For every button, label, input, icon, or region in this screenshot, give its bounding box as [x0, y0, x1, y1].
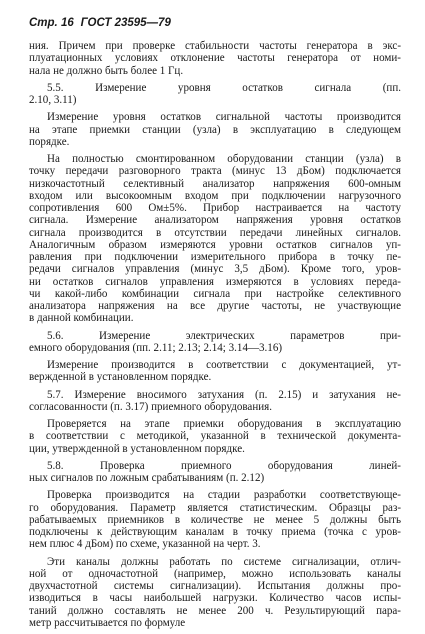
text-line: точку передачи разговорного тракта (минус 13 дБом) подключается — [29, 165, 401, 178]
text-line: низкочастотный селективный анализатор напряжения 600-омным — [29, 177, 401, 190]
paragraph — [29, 40, 401, 77]
document-body — [29, 40, 401, 629]
text-line: На полностью смонтированном оборудовании станции (узла) в — [47, 153, 401, 165]
text-line: Эти каналы должны работать по системе сигнализации, отлич- — [47, 555, 401, 568]
heading-line: 5.5. Измерение уровня остатков сигнала (пп. — [47, 81, 401, 94]
text-line: Измерение производится в соответствии с документацией, ут- — [47, 359, 401, 371]
text-line: анализатора напряжения на все другие частоты, не участвующие — [29, 300, 401, 312]
text-line: 5.7. Измерение вносимого затухания (п. 2.15) и затухания не- — [47, 388, 401, 401]
text-line: порядке. — [29, 135, 70, 148]
text-line: изводиться в часы наибольшей нагрузки. Количество часов испы- — [29, 592, 401, 605]
text-line: Проверяется на этапе приемки оборудования в эксплуатацию — [47, 418, 401, 430]
text-line: сопротивления 600 Ом±5%. Прибор настраивается на частоту — [29, 202, 401, 214]
paragraph — [29, 111, 401, 148]
text-line: в данной комбинации. — [29, 312, 134, 325]
paragraph — [29, 359, 401, 384]
text-line: ции, утвержденной в установленном порядке. — [29, 442, 245, 455]
paragraph — [29, 556, 401, 630]
heading-line: ных сигналов по ложным срабатываниям (п. 2.12) — [29, 472, 265, 484]
text-line: рабатываемых приемников в количестве не менее 5 должны быть — [29, 513, 401, 526]
section-heading-5-8 — [29, 460, 401, 485]
page-header — [29, 14, 401, 32]
text-line: сигнала. Измерение анализатором напряжения уровня остатков — [29, 214, 401, 227]
text-line: нем плюс 4 дБом) по схеме, указанной на черт. 3. — [29, 538, 261, 551]
text-line: на этапе приемки станции (узла) в эксплуатацию в следующем — [29, 123, 401, 136]
paragraph — [29, 418, 401, 455]
text-line: нала не должно быть более 1 Гц. — [29, 64, 184, 77]
text-line: равления при подключении измерительного прибора в точку пе- — [29, 251, 401, 263]
section-5-7 — [29, 389, 401, 414]
text-line: редачи сигналов управления (минус 3,5 дБом). Кроме того, уров- — [29, 263, 401, 276]
text-line: подключены к действующим каналам в точку приема (точка с уров- — [29, 526, 401, 538]
text-line: ной от одночастотной (например, можно использовать каналы — [29, 567, 401, 580]
paragraph — [29, 489, 401, 550]
text-line: Измерение уровня остатков сигнальной частоты производится — [47, 111, 401, 124]
text-line: вержденной в установленном порядке. — [29, 371, 212, 384]
heading-line: 5.6. Измерение электрических параметров при- — [47, 329, 401, 342]
text-line: двухчастотной системы сигнализации). Испытания должны про- — [29, 580, 401, 592]
text-line: согласованности (п. 3.17) приемного оборудования. — [29, 400, 272, 413]
heading-line: 2.10, 3.11) — [29, 94, 77, 106]
section-heading-5-5 — [29, 82, 401, 107]
text-line: в соответствии с методикой, указанной в технической документа- — [29, 430, 401, 443]
text-line: метр рассчитывается по формуле — [29, 616, 186, 629]
text-line: таний должно составлять не менее 200 ч. Результирующий пара- — [29, 604, 401, 617]
text-line: сигнала производится в отсутствии передачи линейных сигналов. — [29, 226, 401, 239]
text-line: го оборудования. Параметр является статистическим. Образцы раз- — [29, 501, 401, 514]
text-line: ния. Причем при проверке стабильности частоты генератора в экс- — [29, 40, 401, 52]
document-page — [29, 14, 401, 629]
heading-line: 5.8. Проверка приемного оборудования линей- — [47, 459, 401, 472]
text-line: плуатационных условиях отклонение частоты генератора от номи- — [29, 52, 401, 65]
text-line: чи какой-либо комбинации сигнала при настройке селективного — [29, 287, 401, 300]
text-line: ни остатков сигналов управления измеряются в условиях переда- — [29, 275, 401, 288]
text-line: Проверка производится на стадии разработки соответствующе- — [47, 489, 401, 502]
section-heading-5-6 — [29, 330, 401, 355]
heading-line: емного оборудования (пп. 2.11; 2.13; 2.14; 3.14—3.16) — [29, 341, 283, 354]
text-line: Аналогичным образом измеряются уровни остатков сигналов уп- — [29, 238, 401, 251]
text-line: входом или высокоомным входом при подключении нагрузочного — [29, 189, 401, 202]
standard-number: ГОСТ 23595—79 — [80, 17, 171, 29]
page-label: Стр. 16 — [29, 17, 74, 29]
paragraph — [29, 153, 401, 325]
